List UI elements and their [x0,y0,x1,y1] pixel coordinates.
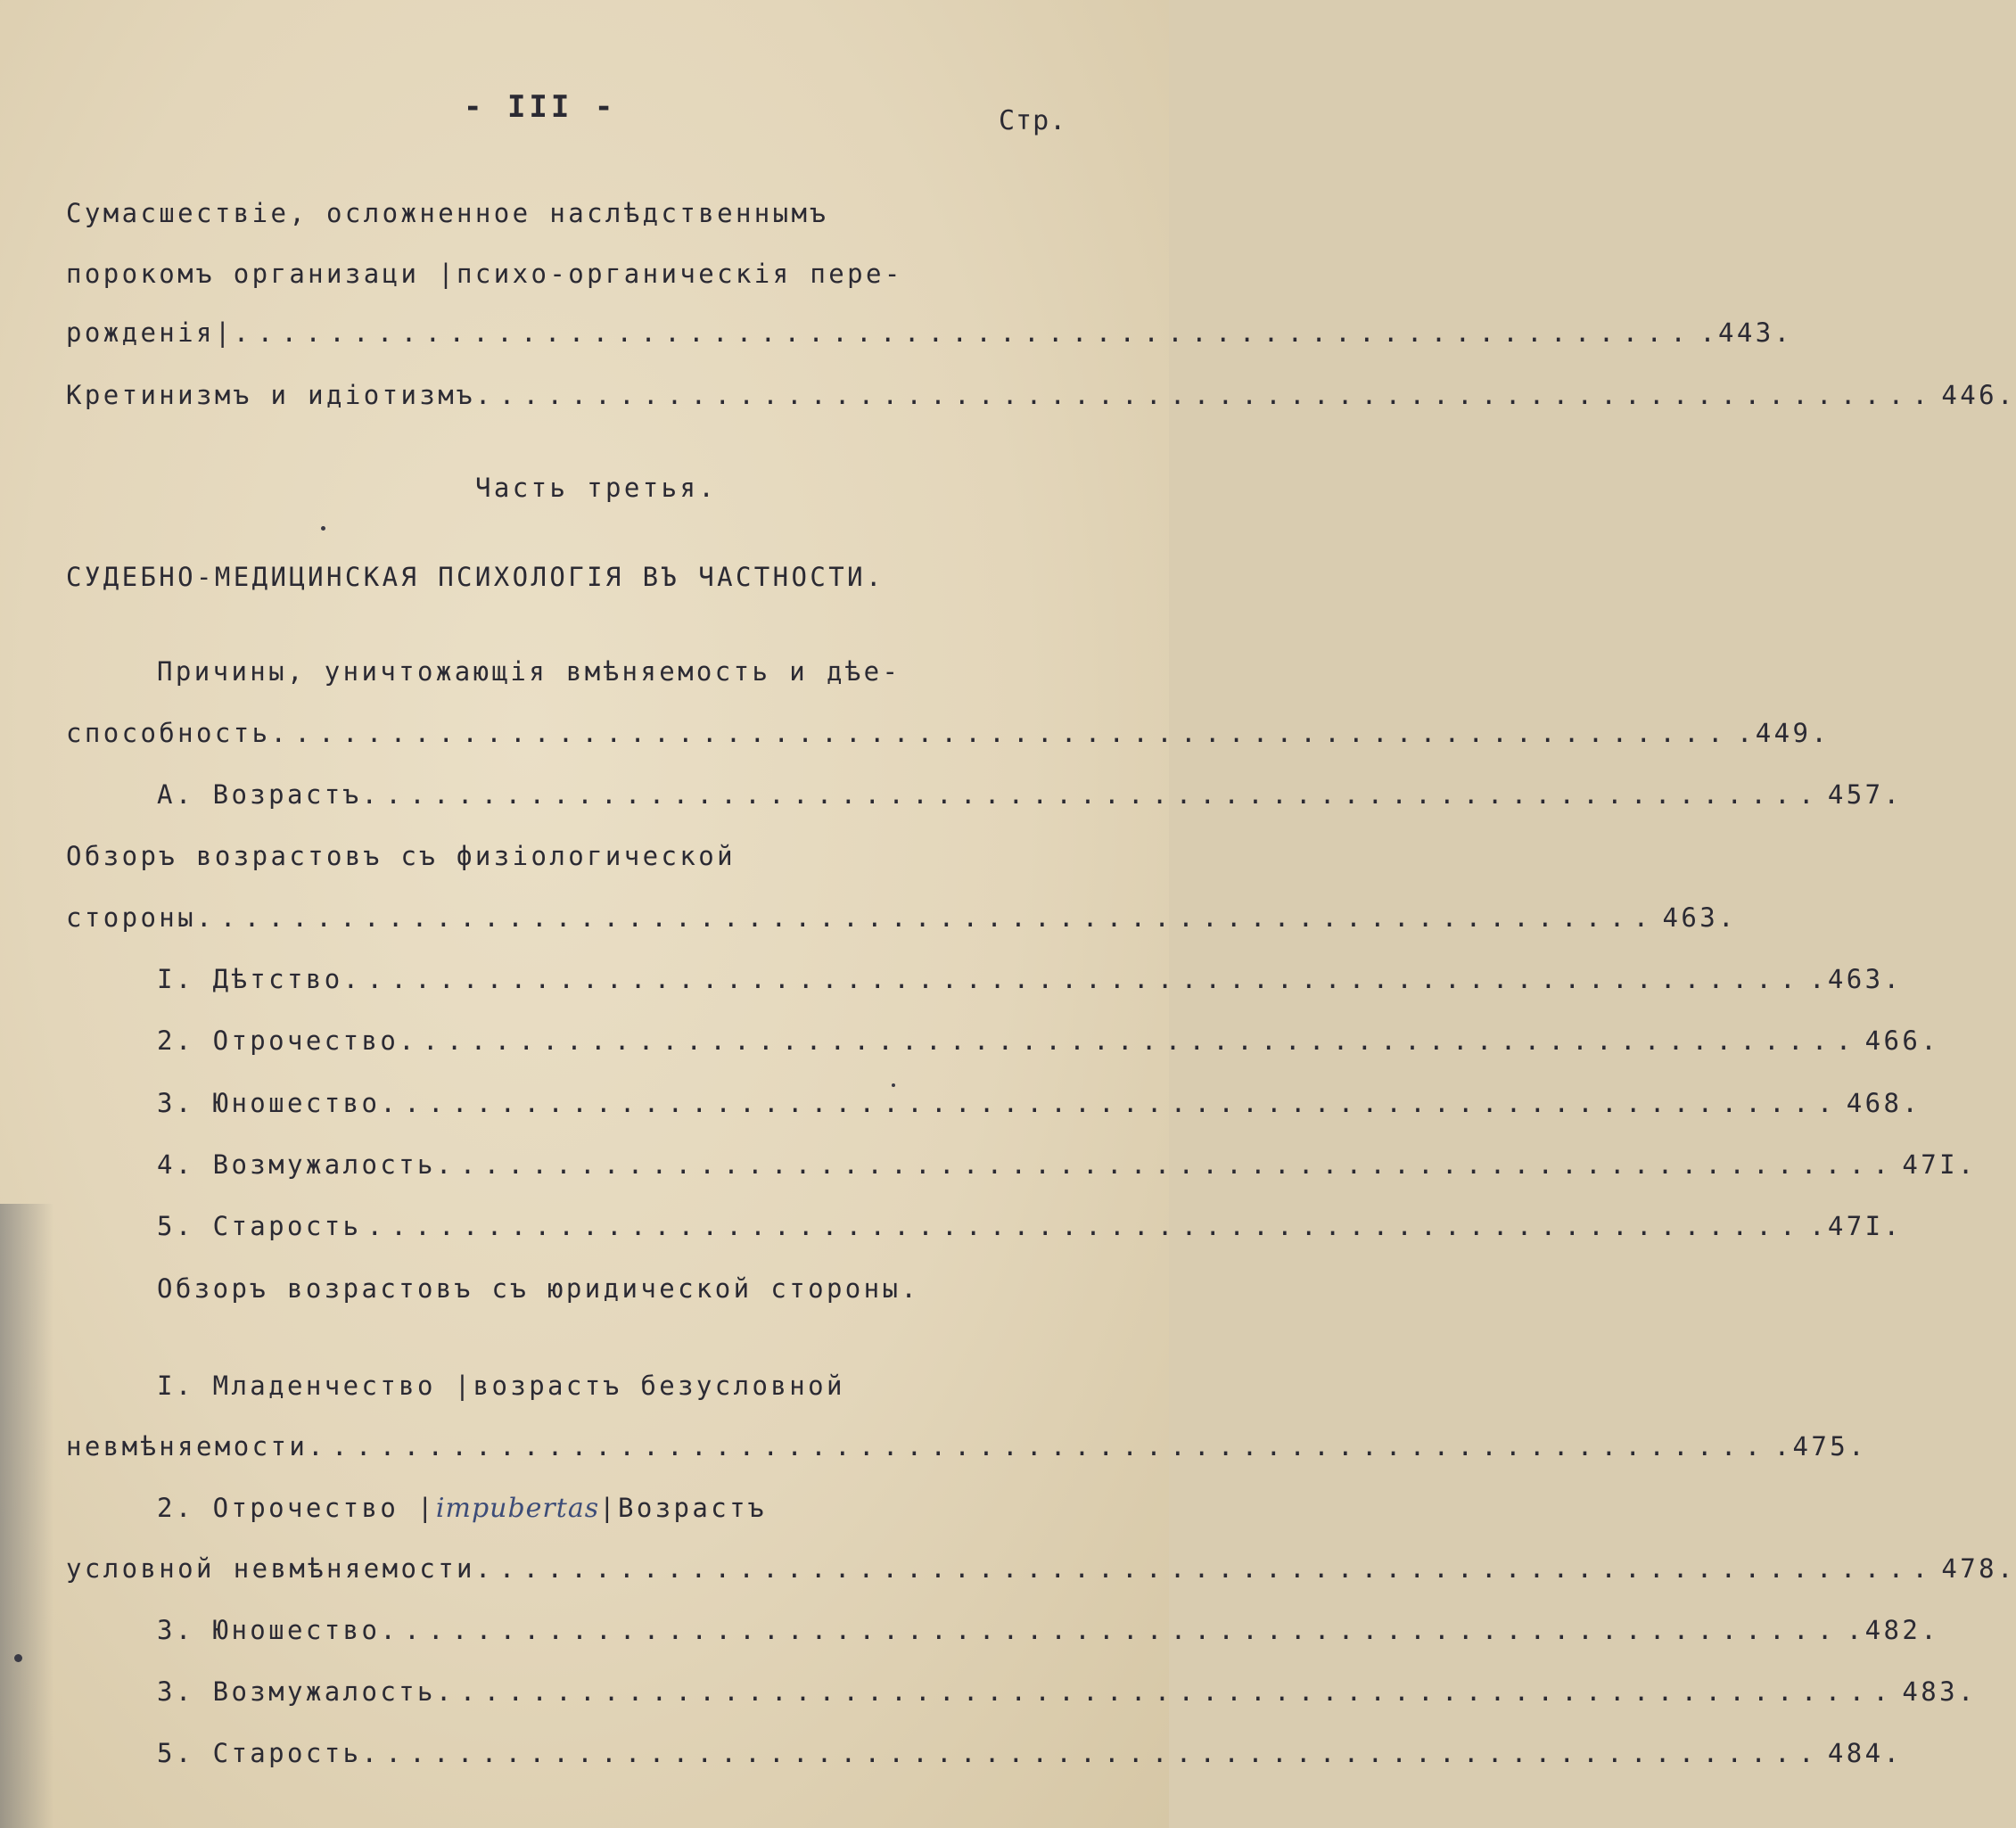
toc-entry [157,1149,1977,1180]
dot-leader: ............................................................ [459,1149,1897,1180]
toc-entry [66,902,1737,933]
toc-page-number: 478. [1941,1553,2016,1584]
dot-leader: ............................................................ [366,1211,1805,1241]
toc-page-number: .47I. [1809,1211,1903,1241]
toc-entry [157,1738,1903,1768]
page-edge-shadow [0,1204,53,1828]
dot-leader: ............................................................ [257,317,1695,348]
page-number: - III - [464,89,617,125]
toc-entry-text: стороны. [66,902,215,933]
toc-entry [157,1025,1940,1056]
toc-entry-text: Кретинизмъ и идiотизмъ. [66,380,494,410]
dot-leader: ............................................................ [385,1738,1823,1768]
toc-entry [66,718,1831,748]
toc-entry-text: 3. Юношество. [157,1615,399,1645]
toc-entry-text: I. Дѣтство. [157,964,362,994]
dot-leader: ............................................................ [294,718,1732,748]
entry-line [157,1493,767,1524]
toc-entry [157,1088,1921,1118]
entry-line: порокомъ организаци |психо-органическiя пере- [66,259,903,289]
entry-text: |Возрастъ [599,1493,767,1523]
toc-page-number: 446. [1941,380,2016,410]
entry-line: I. Младенчество |возрастъ безусловной [157,1371,845,1401]
toc-page-number: 484. [1827,1738,1903,1768]
dot-leader: ............................................................ [366,964,1805,994]
toc-entry-text: 4. Возмужалость. [157,1149,455,1180]
toc-entry-text: условной невмѣняемости. [66,1553,494,1584]
dot-leader: ............................................................ [385,779,1823,810]
toc-page-number: 457. [1827,779,1903,810]
dot-leader: ............................................................ [332,1431,1769,1462]
toc-entry [157,1615,1940,1645]
toc-page-number: 468. [1846,1088,1921,1118]
dot-leader: ............................................................ [404,1088,1841,1118]
entry-line: Обзоръ возрастовъ съ физiологической [66,841,736,871]
toc-entry [66,1553,2016,1584]
toc-page-number: .443. [1699,317,1793,348]
toc-entry [66,1431,1867,1462]
toc-page-number: .449. [1736,718,1831,748]
section-title: СУДЕБНО-МЕДИЦИНСКАЯ ПСИХОЛОГIЯ ВЪ ЧАСТНОСТИ. [66,562,885,592]
dot-leader: ............................................................ [498,380,1937,410]
toc-entry [157,1676,1977,1707]
entry-line: Причины, уничтожающiя вмѣняемость и дѣе- [157,656,901,687]
toc-entry-text: рожденiя|. [66,317,252,348]
toc-entry-text: 5. Старость. [157,1738,381,1768]
dot-leader: ............................................................ [404,1615,1841,1645]
toc-entry-text: 2. Отрочество. [157,1025,418,1056]
dot-leader: ............................................................ [459,1676,1897,1707]
toc-entry-text: 5. Старость [157,1211,362,1241]
ink-speck [14,1654,22,1662]
toc-entry-text: 3. Юношество. [157,1088,399,1118]
toc-entry [66,317,1793,348]
toc-page-number: .482. [1846,1615,1940,1645]
ink-speck [892,1083,895,1087]
subsection-heading: Обзоръ возрастовъ съ юридической стороны. [157,1273,920,1304]
page-column-label: Стр. [999,105,1067,136]
toc-entry-text: А. Возрастъ. [157,779,381,810]
toc-page-number: 483. [1902,1676,1977,1707]
toc-page-number: 47I. [1902,1149,1977,1180]
entry-text: 2. Отрочество | [157,1493,436,1523]
entry-line: Сумасшествiе, осложненное наслѣдственнымъ [66,198,829,228]
toc-entry [66,380,2016,410]
dot-leader: ............................................................ [498,1553,1937,1584]
toc-entry [157,1211,1903,1241]
toc-entry-text: невмѣняемости. [66,1431,327,1462]
toc-page-number: 466. [1864,1025,1940,1056]
toc-entry-text: 3. Возмужалость. [157,1676,455,1707]
toc-entry [157,964,1903,994]
toc-entry [157,779,1903,810]
dot-leader: ............................................................ [219,902,1658,933]
handwritten-annotation: impubertas [435,1493,600,1524]
toc-entry-text: способность. [66,718,290,748]
toc-page-number: 463. [1662,902,1737,933]
ink-speck [321,526,325,531]
dot-leader: ............................................................ [423,1025,1860,1056]
toc-page-number: .463. [1809,964,1903,994]
part-title: Часть третья. [475,473,718,503]
toc-page-number: .475. [1773,1431,1867,1462]
